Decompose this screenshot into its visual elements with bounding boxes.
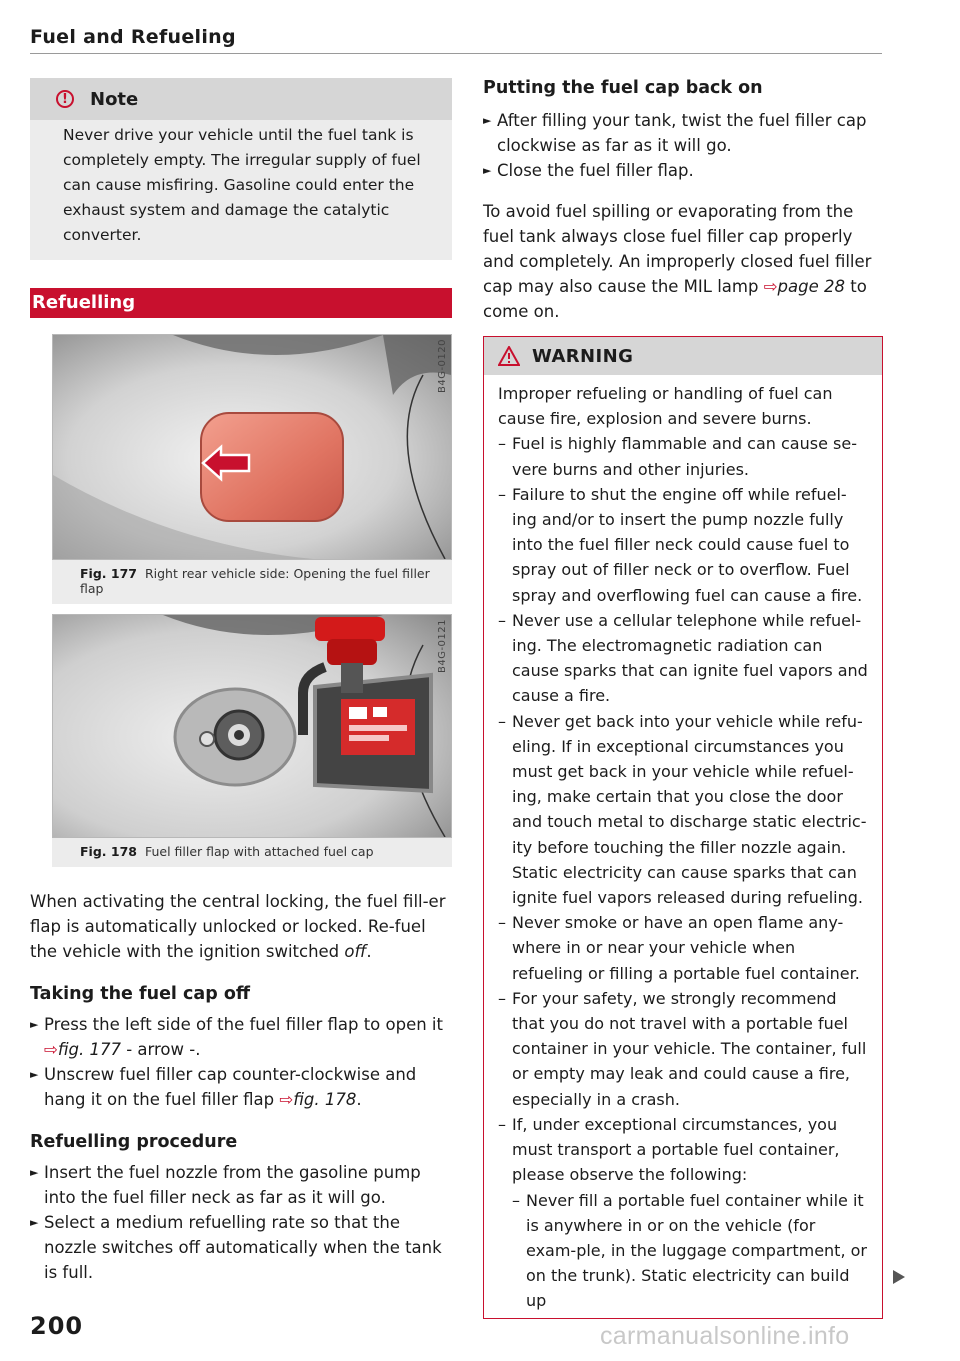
warning-item: – Never smoke or have an open flame any-where in or near your vehicle when refueling or filling a portable fuel container. [498,913,860,983]
figure-177-label: Fig. 177 [80,566,137,581]
warning-sub-item: – Never fill a portable fuel container while it is anywhere in or on the vehicle (for exam-ple, in the luggage compartment, or on the trunk). Static electricity can build up [512,1190,867,1311]
note-header [30,78,452,120]
figure-177-image [52,334,452,560]
section-title-text: Refuelling [32,292,136,313]
warning-item: – Never get back into your vehicle while refu-eling. If in exceptional circumstances you must get back in your vehicle while refuel-ing, make certain that you close the door and touch metal to discharge static electric-ity before touching the filler nozzle again. Static electricity can cause sparks that can ignite fuel vapors released during refueling. [498,711,867,908]
heading-cap-back-on: Putting the fuel cap back on [483,78,763,98]
warning-triangle-icon [498,346,520,366]
continue-arrow-icon [893,1270,905,1284]
figure-178-code: B4G-0121 [437,619,448,674]
note-icon: ! [56,90,74,108]
intro-emphasis: off [344,942,367,961]
list-item: ► Press the left side of the fuel filler flap to open it ⇨fig. 177 - arrow -. [30,1012,452,1062]
bullet-icon: ► [30,1216,39,1229]
bullet-icon: ► [30,1068,39,1081]
figure-177-caption-text: Right rear vehicle side: Opening the fuel filler flap [80,566,430,596]
ref-fig-177-link[interactable]: fig. 177 [57,1040,121,1059]
ref-arrow-icon: ⇨ [763,277,778,296]
intro-text: When activating the central locking, the fuel fill-er flap is automatically unlocked or locked. Re-fuel the vehicle with the ignition switched [30,892,446,961]
running-header: Fuel and Refueling [30,26,236,48]
warning-item: – Failure to shut the engine off while refuel-ing and/or to insert the pump nozzle fully into the fuel filler neck could cause fuel to spray out of filler neck or to overflow. Fuel spray and overflowing fuel can cause a fire. [498,484,863,605]
warning-title: WARNING [532,345,634,367]
figure-177-code: B4G-0120 [437,339,448,394]
heading-taking-cap-off: Taking the fuel cap off [30,984,251,1004]
ref-arrow-icon: ⇨ [44,1040,58,1059]
section-title-refuelling [30,288,452,318]
warning-item: – For your safety, we strongly recommend that you do not travel with a portable fuel container in your vehicle. The container, full or empty may leak and could cause a fire, especially in a crash. [498,988,867,1109]
ref-fig-178-link[interactable]: fig. 178 [293,1090,357,1109]
warning-header [484,337,882,375]
left-column [30,78,452,1285]
warning-item: – Fuel is highly flammable and can cause se-vere burns and other injuries. [498,434,857,479]
bullet-icon: ► [483,114,492,127]
fuel-flap-closed-illustration [53,335,451,559]
list-item: ► After filling your tank, twist the fuel filler cap clockwise as far as it will go. [483,108,885,158]
warning-item: – If, under exceptional circumstances, you must transport a portable fuel container, please observe the following: [498,1114,840,1185]
heading-refuelling-procedure: Refuelling procedure [30,1132,238,1152]
figure-178-caption [52,838,452,867]
figure-178-label: Fig. 178 [80,844,137,859]
figure-178-image [52,614,452,838]
ref-page-28-link[interactable]: page 28 [777,277,845,296]
warning-box [483,336,883,1319]
bullet-icon: ► [30,1018,39,1031]
list-item: ► Select a medium refuelling rate so that the nozzle switches off automatically when the tank is full. [30,1210,452,1285]
page-number: 200 [30,1312,84,1340]
fuel-flap-open-illustration [53,615,451,837]
figure-178-caption-text: Fuel filler flap with attached fuel cap [144,844,374,859]
intro-text-end: . [366,942,372,961]
header-divider [30,53,882,54]
bullet-icon: ► [30,1166,39,1179]
intro-paragraph [30,889,452,964]
ref-arrow-icon: ⇨ [279,1090,294,1109]
warning-intro: Improper refueling or handling of fuel can cause fire, explosion and severe burns. [498,384,833,429]
cap-back-paragraph: To avoid fuel spilling or evaporating from the fuel tank always close fuel filler cap properly and completely. An improperly closed fuel filler cap may also cause the MIL lamp ⇨page 28 to come on. [483,202,872,321]
note-text: Never drive your vehicle until the fuel tank is completely empty. The irregular supply of fuel can cause misfiring. Gasoline could enter the exhaust system and damage the catalytic converter. [63,126,421,244]
list-item: ► Insert the fuel nozzle from the gasoline pump into the fuel filler neck as far as it will go. [30,1160,452,1210]
warning-item: – Never use a cellular telephone while refuel-ing. The electromagnetic radiation can cause sparks that can ignite fuel vapors and cause a fire. [498,610,868,706]
warning-body [484,375,882,1318]
note-title: Note [90,88,139,110]
list-item: ► Unscrew fuel filler cap counter-clockwise and hang it on the fuel filler flap ⇨fig. 178. [30,1062,452,1112]
figure-177-caption [52,560,452,604]
note-box [30,78,452,260]
watermark: carmanualsonline.info [600,1322,850,1350]
bullet-icon: ► [483,164,492,177]
list-item: ► Close the fuel filler flap. [483,158,885,183]
right-column [483,70,885,1319]
